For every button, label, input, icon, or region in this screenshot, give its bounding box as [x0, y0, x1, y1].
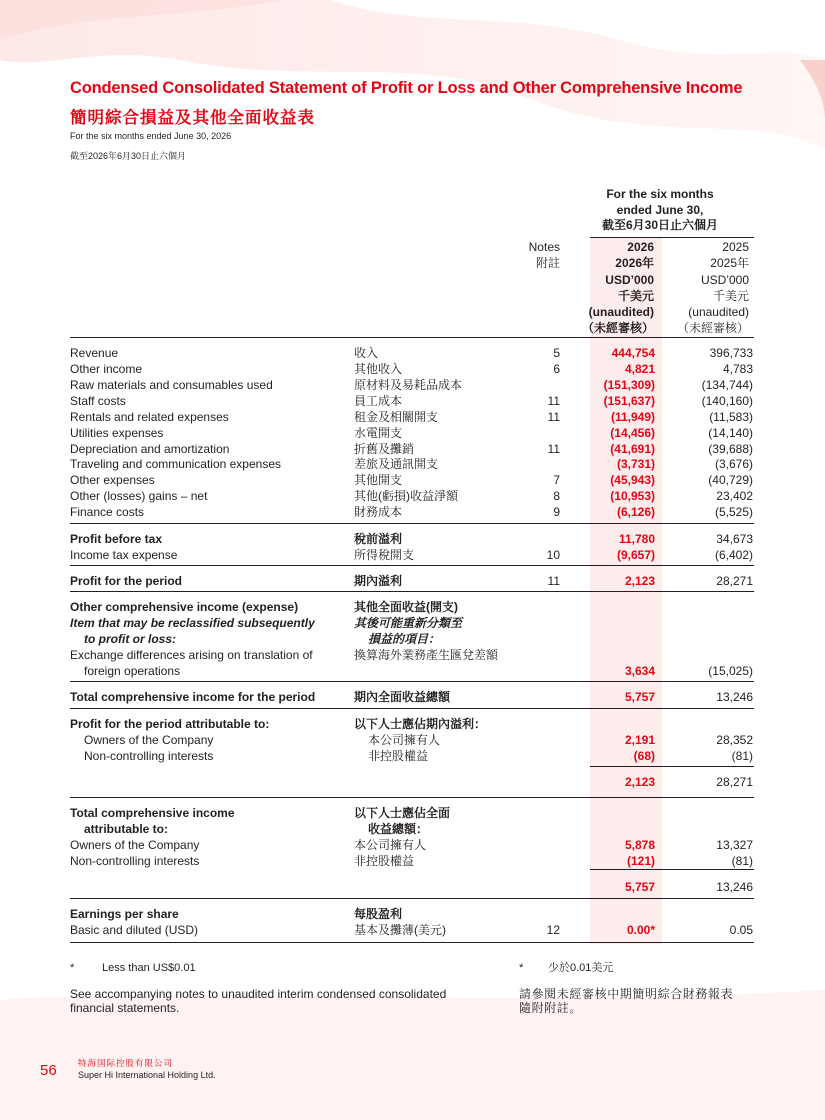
table-row [70, 854, 754, 870]
table-row [70, 733, 754, 749]
row-label-zh: 差旅及通訊開支 [354, 457, 439, 471]
table-row [70, 717, 754, 733]
year-2026-label: 2026 [627, 240, 654, 254]
page-number: 56 [40, 1062, 57, 1079]
company-name-zh: 特海国际控股有限公司 [78, 1058, 174, 1068]
table-row [70, 907, 754, 923]
row-label-en: foreign operations [84, 664, 181, 678]
footnote-less-than-zh: 少於0.01美元 [548, 962, 614, 974]
table-row [70, 806, 754, 822]
period-header-zh: 截至6月30日止六個月 [601, 218, 719, 232]
value-2026: (6,126) [616, 505, 655, 519]
row-label-zh: 換算海外業務產生匯兌差額 [354, 648, 499, 662]
row-label-zh: 本公司擁有人 [368, 733, 441, 747]
value-2026: 2,123 [624, 775, 655, 789]
table-rule [70, 797, 754, 798]
table-row [70, 457, 754, 473]
year-2025-label: 2025 [722, 240, 749, 254]
year-2025-header [665, 239, 749, 337]
period-header [580, 187, 740, 234]
notes-header-en: Notes [528, 240, 560, 254]
table-rule [590, 869, 754, 870]
table-row [70, 664, 754, 680]
value-2026: (11,949) [610, 410, 655, 424]
value-2025: 13,246 [716, 880, 753, 894]
table-row [70, 648, 754, 664]
table-row [70, 505, 754, 521]
statement-title-zh: 簡明綜合損益及其他全面收益表 [70, 109, 315, 127]
row-label-en: Other comprehensive income (expense) [70, 600, 299, 614]
value-2026: 4,821 [624, 362, 655, 376]
value-2025: (3,676) [714, 457, 753, 471]
row-label-zh: 基本及攤薄(美元) [354, 923, 446, 937]
row-note: 11 [547, 574, 560, 588]
value-2026: (9,657) [616, 548, 655, 562]
row-label-zh: 租金及相關開支 [354, 410, 439, 424]
row-label-zh: 其他全面收益(開支) [354, 600, 458, 614]
row-note: 5 [553, 346, 560, 360]
row-label-en: Total comprehensive income [70, 806, 235, 820]
table-row [70, 838, 754, 854]
row-label-en: Exchange differences arising on translation of [70, 648, 313, 662]
table-row [70, 690, 754, 706]
table-rule [70, 942, 754, 943]
statement-title-en: Condensed Consolidated Statement of Profit or Loss and Other Comprehensive Income [70, 79, 743, 97]
value-2025: 23,402 [716, 489, 753, 503]
row-label-en: Finance costs [70, 505, 145, 519]
notes-reference-en [70, 987, 446, 1015]
row-label-zh: 折舊及攤銷 [354, 442, 415, 456]
period-subtitle-en: For the six months ended June 30, 2026 [70, 131, 232, 141]
year-2026-label-zh: 2026年 [615, 256, 654, 271]
value-2025: 28,271 [716, 775, 753, 789]
year-2025-unit: USD’000 [700, 272, 749, 287]
row-label-en: Rentals and related expenses [70, 410, 229, 424]
value-2026: (151,309) [603, 378, 655, 392]
period-header-line1: For the six months [606, 187, 714, 201]
row-label-zh: 財務成本 [354, 505, 403, 519]
row-note: 12 [546, 923, 560, 937]
value-2025: 396,733 [709, 346, 753, 360]
table-row [70, 632, 754, 648]
table-row [70, 532, 754, 548]
period-subtitle-zh: 截至2026年6月30日止六個月 [70, 151, 187, 161]
row-label-en: Other (losses) gains – net [70, 489, 208, 503]
notes-reference-en-line2: financial statements. [70, 1001, 180, 1015]
row-note: 8 [553, 489, 560, 503]
row-label-en: Depreciation and amortization [70, 442, 230, 456]
footnote-less-than-en: Less than US$0.01 [102, 962, 196, 974]
table-row [70, 616, 754, 632]
row-label-zh: 原材料及易耗品成本 [354, 378, 463, 392]
row-label-en: Revenue [70, 346, 119, 360]
table-row [70, 749, 754, 765]
value-2026: 444,754 [611, 346, 655, 360]
table-rule [590, 766, 754, 767]
row-label-en: Profit for the period [70, 574, 182, 588]
row-label-en: Profit for the period attributable to: [70, 717, 270, 731]
row-label-zh: 其他開支 [354, 473, 403, 487]
table-row [70, 574, 754, 590]
year-2026-unit-zh: 千美元 [617, 288, 654, 303]
row-label-en: Other income [70, 362, 143, 376]
row-label-en: Staff costs [70, 394, 126, 408]
value-2025: 13,246 [716, 690, 753, 704]
row-label-en: Raw materials and consumables used [70, 378, 273, 392]
value-2026: (45,943) [610, 473, 655, 487]
year-2025-unit-zh: 千美元 [712, 288, 749, 303]
value-2026: 5,757 [624, 690, 655, 704]
year-2025-status-zh: （未經審核） [676, 321, 749, 336]
table-row [70, 394, 754, 410]
value-2025: 34,673 [716, 532, 753, 546]
year-2026-header [570, 239, 654, 337]
value-2026: 0.00* [626, 923, 655, 937]
row-note: 7 [553, 473, 560, 487]
row-label-zh: 非控股權益 [368, 749, 429, 763]
row-label-en: Income tax expense [70, 548, 178, 562]
table-row [70, 378, 754, 394]
row-label-zh: 所得稅開支 [354, 548, 415, 562]
row-label-en: Item that may be reclassified subsequently [70, 616, 315, 630]
row-note: 6 [553, 362, 560, 376]
value-2025: 28,271 [716, 574, 753, 588]
value-2025: (14,140) [708, 426, 753, 440]
table-rule [70, 591, 754, 592]
row-note: 9 [553, 505, 560, 519]
value-2026: 11,780 [618, 532, 655, 546]
row-label-en: Non-controlling interests [70, 854, 200, 868]
table-row [70, 923, 754, 939]
value-2026: (10,953) [610, 489, 655, 503]
row-label-zh: 本公司擁有人 [354, 838, 427, 852]
row-label-zh: 其後可能重新分類至 [354, 616, 463, 630]
row-label-zh: 非控股權益 [354, 854, 415, 868]
value-2025: 0.05 [729, 923, 753, 937]
value-2025: (81) [731, 854, 753, 868]
row-label-zh: 其他(虧損)收益淨額 [354, 489, 458, 503]
table-row [70, 473, 754, 489]
year-2025-label-zh: 2025年 [710, 256, 749, 271]
row-label-en: Profit before tax [70, 532, 163, 546]
table-rule [70, 523, 754, 524]
notes-reference-en-line1: See accompanying notes to unaudited interim condensed consolidated [70, 987, 447, 1001]
notes-reference-zh [519, 987, 733, 1015]
row-label-zh: 期內溢利 [354, 574, 403, 588]
footnote-star-zh: * [519, 962, 524, 974]
value-2026: (121) [626, 854, 655, 868]
value-2026: 5,757 [624, 880, 655, 894]
row-label-zh: 稅前溢利 [354, 532, 403, 546]
row-label-zh: 每股盈利 [354, 907, 403, 921]
table-row [70, 362, 754, 378]
row-label-en: to profit or loss: [84, 632, 176, 646]
row-label-en: Owners of the Company [84, 733, 214, 747]
value-2026: (41,691) [610, 442, 655, 456]
row-note: 11 [547, 394, 560, 408]
row-label-en: attributable to: [84, 822, 168, 836]
notes-header [510, 239, 560, 272]
row-note: 11 [547, 410, 560, 424]
row-note: 10 [546, 548, 560, 562]
value-2025: (6,402) [714, 548, 753, 562]
row-label-zh: 損益的項目： [368, 632, 441, 646]
row-label-zh: 其他收入 [354, 362, 403, 376]
notes-reference-zh-line2: 隨附附註。 [519, 1001, 583, 1015]
row-label-zh: 收益總額： [368, 822, 429, 836]
row-label-en: Traveling and communication expenses [70, 457, 282, 471]
value-2025: 13,327 [716, 838, 753, 852]
table-row [70, 822, 754, 838]
value-2025: (15,025) [708, 664, 753, 678]
value-2025: (5,525) [714, 505, 753, 519]
year-2026-status: (unaudited) [588, 305, 654, 320]
row-label-zh: 期內全面收益總額 [354, 690, 451, 704]
value-2025: (39,688) [708, 442, 753, 456]
value-2026: 2,191 [624, 733, 655, 747]
year-2026-unit: USD’000 [605, 272, 654, 287]
table-row [70, 410, 754, 426]
footnote-star-en: * [70, 962, 75, 974]
row-label-en: Earnings per share [70, 907, 179, 921]
value-2025: (40,729) [708, 473, 753, 487]
value-2026: (68) [633, 749, 655, 763]
row-label-en: Utilities expenses [70, 426, 164, 440]
table-top-rule [70, 337, 754, 338]
notes-header-zh: 附註 [535, 256, 560, 271]
value-2026: 3,634 [624, 664, 655, 678]
row-label-zh: 水電開支 [354, 426, 403, 440]
table-row [70, 880, 754, 896]
row-label-en: Other expenses [70, 473, 155, 487]
row-label-zh: 員工成本 [354, 394, 403, 408]
value-2026: 5,878 [624, 838, 655, 852]
row-label-en: Non-controlling interests [84, 749, 214, 763]
value-2026: (151,637) [603, 394, 655, 408]
year-2026-status-zh: （未經審核） [581, 321, 654, 336]
table-rule [70, 681, 754, 682]
header-rule [590, 237, 754, 238]
value-2026: 2,123 [624, 574, 655, 588]
table-row [70, 346, 754, 362]
value-2026: (14,456) [610, 426, 655, 440]
value-2025: (81) [731, 749, 753, 763]
row-note: 11 [547, 442, 560, 456]
year-2025-status: (unaudited) [688, 305, 749, 320]
row-label-zh: 以下人士應佔期內溢利： [354, 717, 487, 731]
value-2025: 4,783 [722, 362, 753, 376]
table-row [70, 600, 754, 616]
row-label-zh: 以下人士應佔全面 [354, 806, 451, 820]
value-2025: (134,744) [701, 378, 753, 392]
table-row [70, 426, 754, 442]
value-2025: (11,583) [709, 410, 753, 424]
notes-reference-zh-line1: 請參閱未經審核中期簡明綜合財務報表 [519, 987, 734, 1001]
row-label-zh: 收入 [354, 346, 379, 360]
table-rule [70, 565, 754, 566]
table-row [70, 489, 754, 505]
row-label-en: Owners of the Company [70, 838, 200, 852]
table-rule [70, 708, 754, 709]
row-label-en: Total comprehensive income for the period [70, 690, 316, 704]
table-row [70, 442, 754, 458]
row-label-en: Basic and diluted (USD) [70, 923, 199, 937]
table-row [70, 548, 754, 564]
table-rule [70, 898, 754, 899]
value-2025: 28,352 [716, 733, 753, 747]
value-2025: (140,160) [701, 394, 753, 408]
value-2026: (3,731) [616, 457, 655, 471]
company-name-en: Super Hi International Holding Ltd. [78, 1070, 216, 1080]
table-row [70, 775, 754, 791]
period-header-line2: ended June 30, [616, 202, 704, 217]
